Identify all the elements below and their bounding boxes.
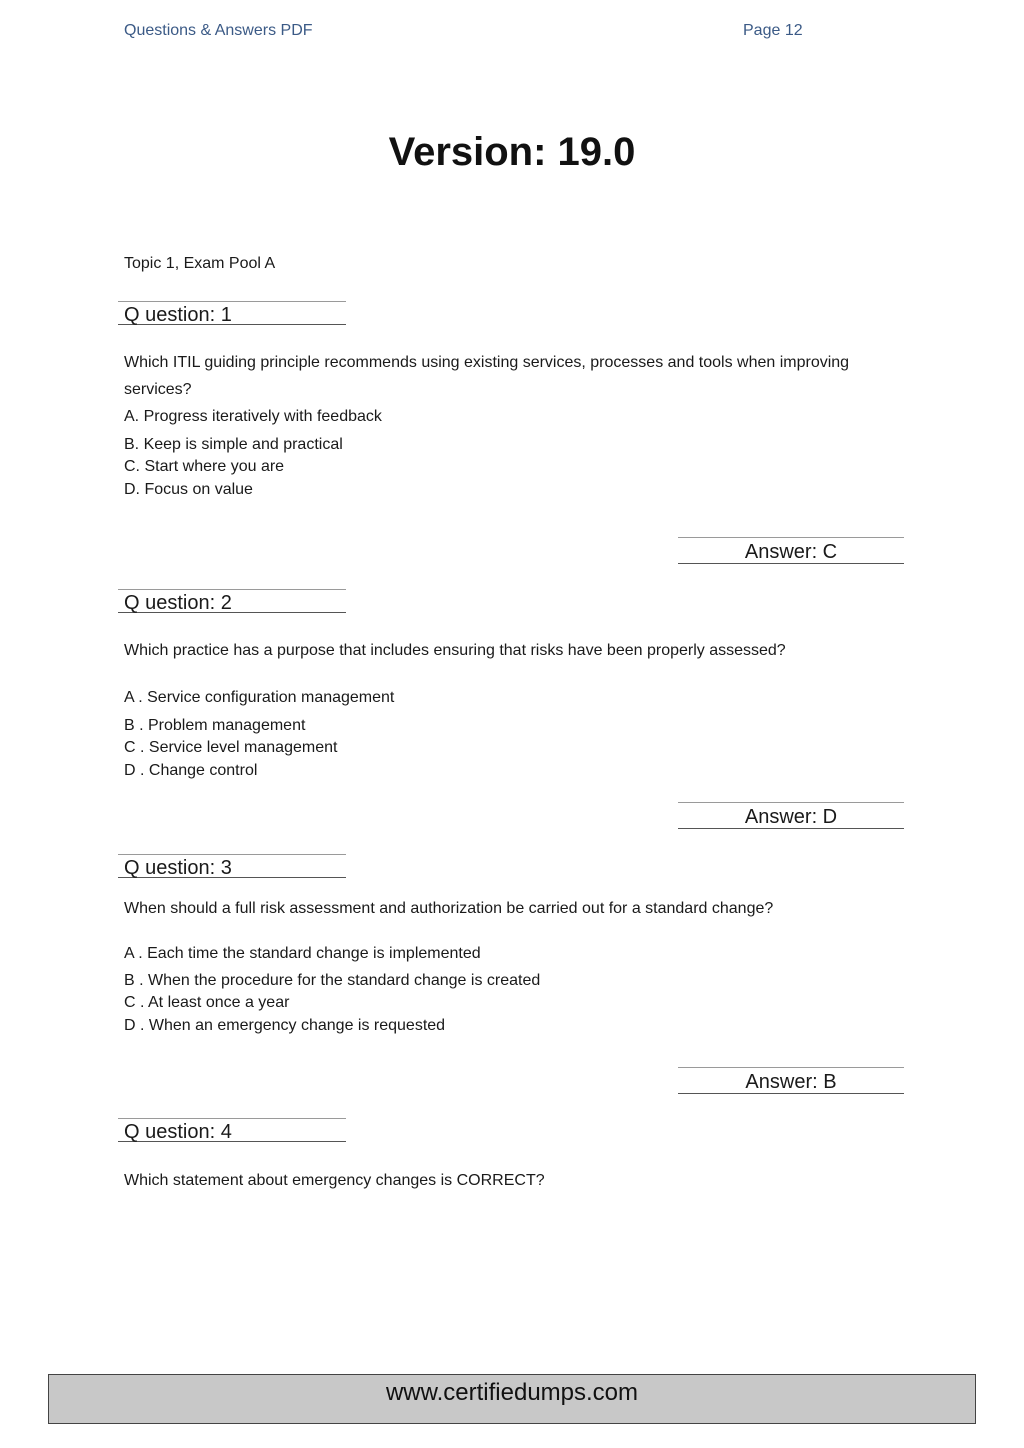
question-3-answer: Answer: B	[678, 1067, 904, 1094]
question-2-option-b: B . Problem management	[124, 717, 306, 734]
page-number: Page 12	[743, 22, 803, 39]
question-2-option-d: D . Change control	[124, 762, 258, 779]
question-2-heading: Q uestion: 2	[118, 589, 346, 613]
question-1-text: Which ITIL guiding principle recommends using existing services, processes and tools when improving services?	[124, 354, 850, 398]
question-2-option-c: C . Service level management	[124, 739, 338, 756]
header-title: Questions & Answers PDF	[124, 22, 313, 39]
question-4-text: Which statement about emergency changes is CORRECT?	[124, 1172, 545, 1189]
question-2-option-a: A . Service configuration management	[124, 689, 395, 706]
question-1-option-b: B. Keep is simple and practical	[124, 436, 343, 453]
question-1-heading: Q uestion: 1	[118, 301, 346, 325]
question-1-option-d: D. Focus on value	[124, 481, 253, 498]
question-1-option-a: A. Progress iteratively with feedback	[124, 408, 382, 425]
question-2-answer: Answer: D	[678, 802, 904, 829]
question-3-heading: Q uestion: 3	[118, 854, 346, 878]
question-3-option-c: C . At least once a year	[124, 994, 290, 1011]
question-1-answer: Answer: C	[678, 537, 904, 564]
version-heading: Version: 19.0	[388, 130, 636, 174]
question-3-text: When should a full risk assessment and authorization be carried out for a standard change?	[124, 900, 774, 917]
question-3-option-b: B . When the procedure for the standard change is created	[124, 972, 541, 989]
question-4-heading: Q uestion: 4	[118, 1118, 346, 1142]
question-3-option-d: D . When an emergency change is requested	[124, 1017, 446, 1034]
footer-url: www.certifiedumps.com	[48, 1374, 976, 1424]
topic-label: Topic 1, Exam Pool A	[124, 255, 276, 272]
question-3-option-a: A . Each time the standard change is implemented	[124, 945, 481, 962]
question-2-text: Which practice has a purpose that includes ensuring that risks have been properly assessed?	[124, 642, 786, 659]
question-1-option-c: C. Start where you are	[124, 458, 285, 475]
